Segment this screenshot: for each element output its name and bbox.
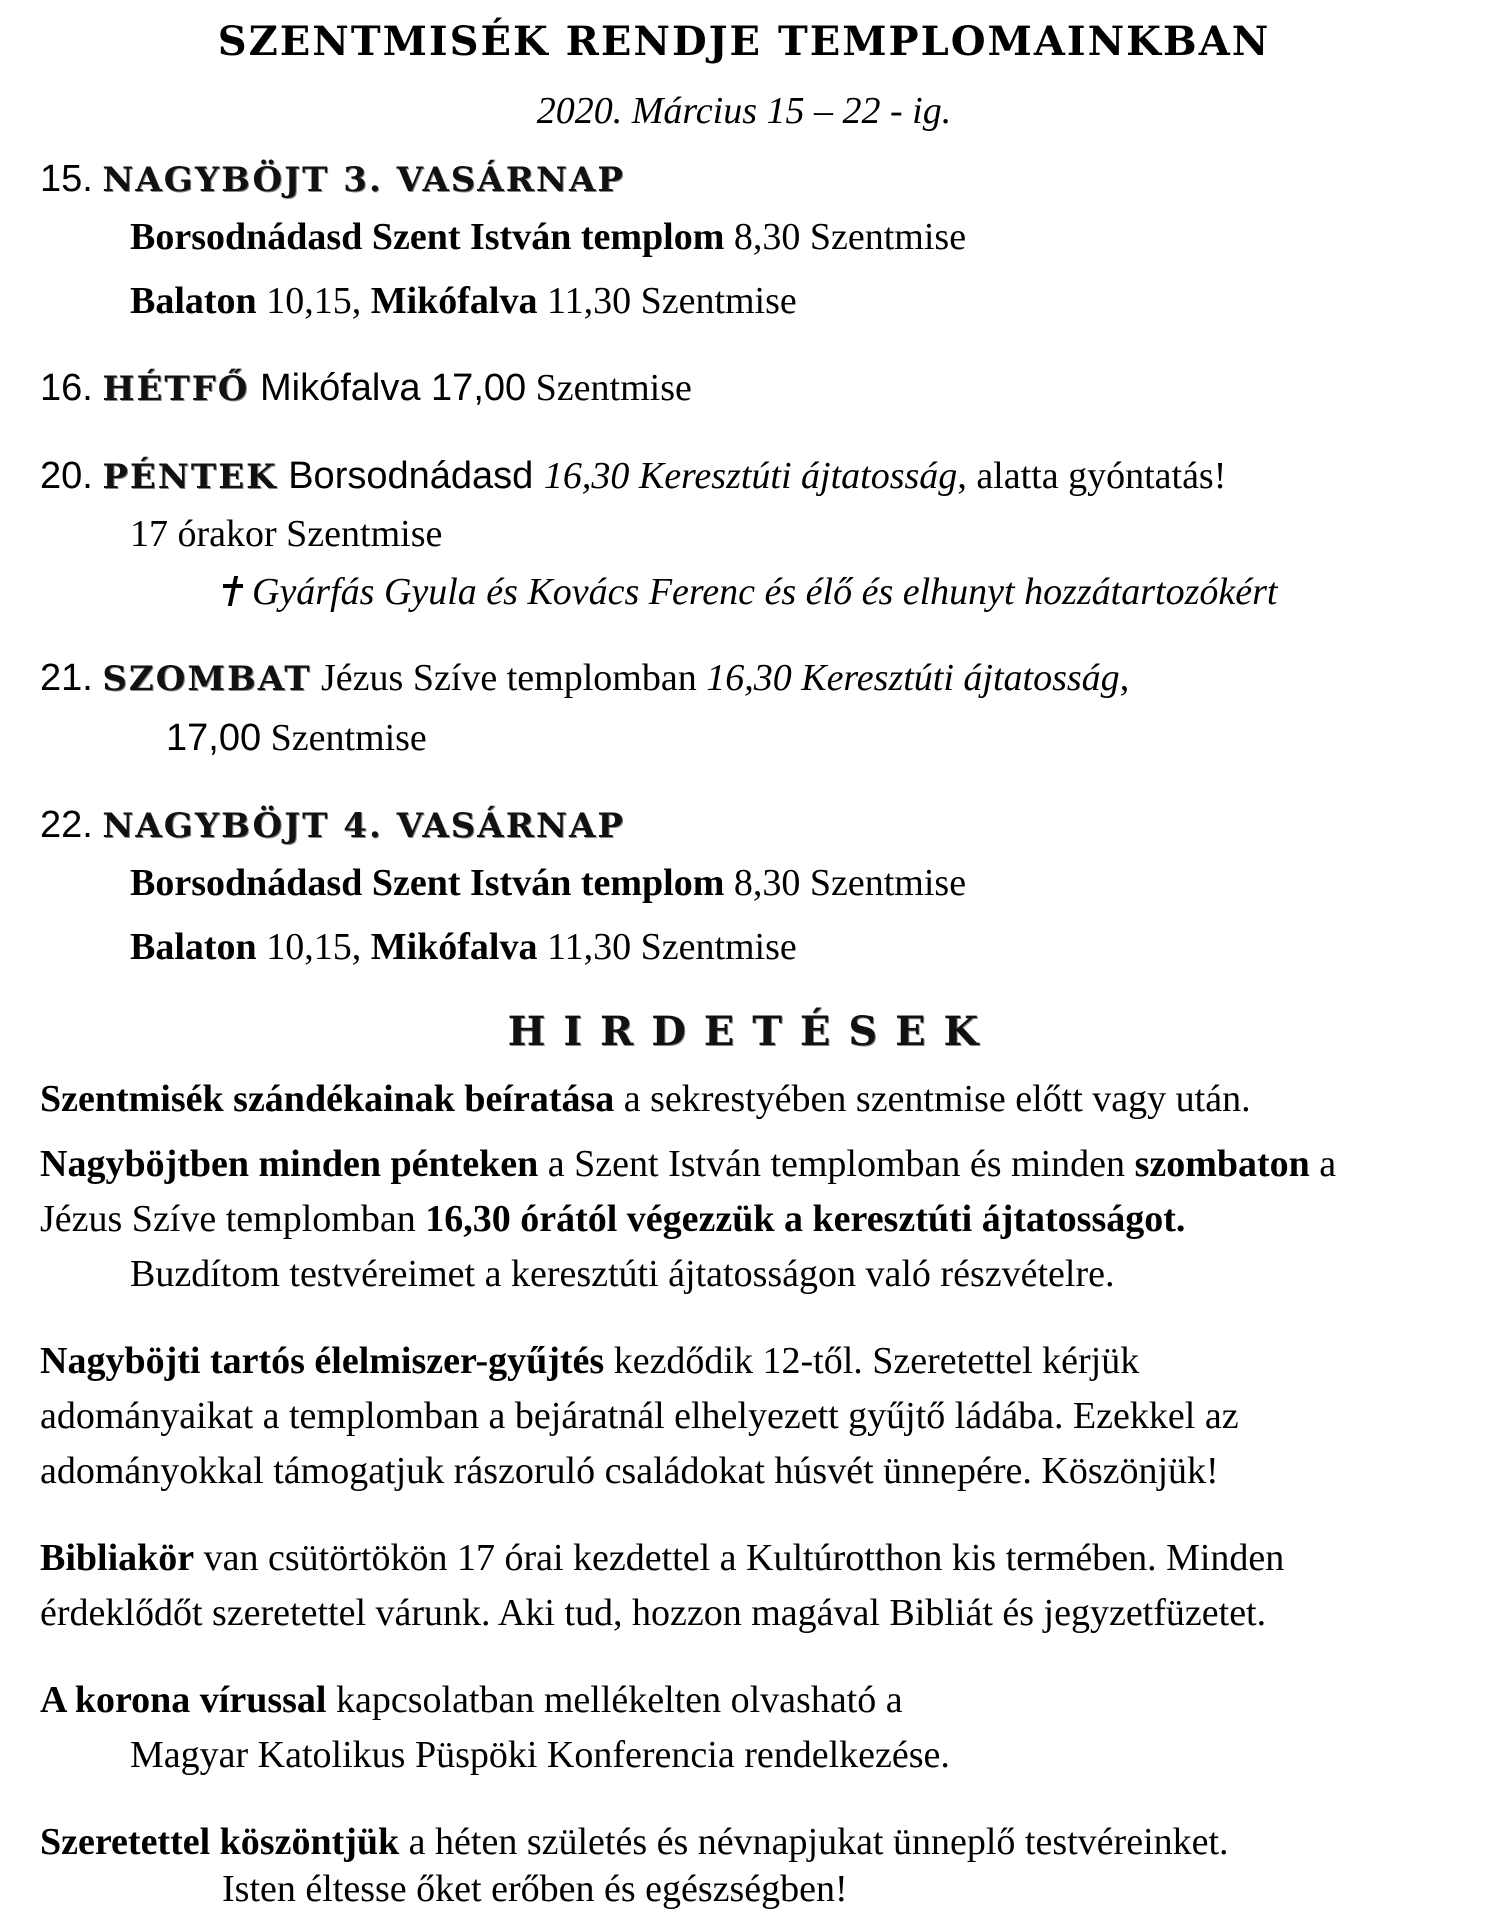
punctuation: , [1119, 657, 1130, 699]
day-16-line [40, 365, 692, 412]
day-number: 21. [40, 657, 93, 699]
highlight: 16,30 órától végezzük a keresztúti ájtatosságot. [425, 1198, 1186, 1240]
date-range: 2020. Március 15 – 22 - ig. [536, 90, 952, 132]
place-name: Borsodnádasd [277, 455, 544, 497]
announcement-lent-line-3: Buzdítom testvéreimet a keresztúti ájtatosságon való részvételre. [130, 1253, 1115, 1295]
text: a [1309, 1143, 1337, 1185]
day-20-line-1 [40, 453, 1226, 500]
day-name: PÉNTEK [102, 457, 278, 497]
confession-note: , alatta gyóntatás! [957, 455, 1227, 497]
day-name: NAGYBÖJT 4. VASÁRNAP [102, 806, 625, 846]
day-21-line-1 [40, 655, 1129, 702]
place-name: Mikófalva [370, 280, 538, 322]
intention-text: Gyárfás Gyula és Kovács Ferenc és élő és elhunyt hozzátartozókért [252, 571, 1278, 613]
day-15-line-1 [130, 214, 966, 260]
page-title: SZENTMISÉK RENDJE TEMPLOMAINKBAN [217, 18, 1271, 65]
day-15-line-2 [130, 278, 797, 324]
mass-time: 8,30 Szentmise [724, 862, 967, 904]
announcement-food-line-2: adományaikat a templomban a bejáratnál elhelyezett gyűjtő ládába. Ezekkel az [40, 1395, 1239, 1437]
text: Jézus Szíve templomban [40, 1198, 426, 1240]
church-name: Borsodnádasd Szent István templom [130, 862, 725, 904]
text: a sekrestyében szentmise előtt vagy után. [614, 1078, 1251, 1120]
text: van csütörtökön 17 órai kezdettel a Kultúrotthon kis termében. Minden [194, 1537, 1285, 1579]
announcement-virus-line-2: Magyar Katolikus Püspöki Konferencia rendelkezése. [130, 1734, 950, 1776]
text: kezdődik 12-től. Szeretettel kérjük [604, 1340, 1140, 1382]
highlight: Nagyböjtben minden pénteken [40, 1143, 539, 1185]
highlight: szombaton [1134, 1143, 1310, 1185]
mass-label: Szentmise [526, 367, 692, 409]
highlight: Szeretettel köszöntjük [40, 1821, 400, 1863]
day-22-heading [40, 802, 625, 849]
mass-time: 17,00 [166, 717, 262, 759]
announcement-bible-line-1 [40, 1535, 1284, 1581]
day-number: 22. [40, 804, 93, 846]
text: kapcsolatban mellékelten olvasható a [326, 1679, 903, 1721]
text: a héten születés és névnapjukat ünneplő testvéreinket. [399, 1821, 1229, 1863]
mass-time: 11,30 Szentmise [537, 926, 797, 968]
highlight: Nagyböjti tartós élelmiszer-gyűjtés [40, 1340, 605, 1382]
day-22-line-2 [130, 924, 797, 970]
place-time: Mikófalva 17,00 [249, 367, 527, 409]
day-name: SZOMBAT [102, 659, 312, 699]
mass-time: 11,30 Szentmise [537, 280, 797, 322]
announcement-lent-line-1 [40, 1141, 1336, 1187]
day-number: 15. [40, 158, 93, 200]
day-22-line-1 [130, 860, 966, 906]
highlight: Bibliakör [40, 1537, 195, 1579]
mass-label: Szentmise [261, 717, 427, 759]
highlight: Szentmisék szándékainak beíratása [40, 1078, 615, 1120]
announcement-intentions [40, 1076, 1251, 1122]
day-number: 16. [40, 367, 93, 409]
place-name: Balaton [130, 280, 257, 322]
devotion-time: 16,30 Keresztúti ájtatosság [543, 455, 958, 497]
day-15-heading [40, 156, 625, 203]
day-number: 20. [40, 455, 93, 497]
announcement-food-line-1 [40, 1338, 1139, 1384]
day-20-intention [222, 569, 1277, 615]
mass-time: 10,15, [256, 280, 371, 322]
announcement-food-line-3: adományokkal támogatjuk rászoruló családokat húsvét ünnepére. Köszönjük! [40, 1450, 1219, 1492]
day-20-line-2: 17 órakor Szentmise [130, 513, 443, 555]
church-text: Jézus Szíve templomban [311, 657, 707, 699]
announcement-lent-line-2 [40, 1196, 1185, 1242]
cross-icon [222, 576, 244, 606]
announcement-greeting-line-2: Isten éltesse őket erőben és egészségben! [222, 1868, 848, 1910]
announcement-virus-line-1 [40, 1677, 903, 1723]
place-name: Mikófalva [370, 926, 538, 968]
announcements-heading: H I R D E T É S E K [507, 1008, 981, 1055]
church-name: Borsodnádasd Szent István templom [130, 216, 725, 258]
highlight: A korona vírussal [40, 1679, 327, 1721]
mass-time: 8,30 Szentmise [724, 216, 967, 258]
devotion-time: 16,30 Keresztúti ájtatosság [706, 657, 1120, 699]
text: a Szent István templomban és minden [538, 1143, 1135, 1185]
announcement-bible-line-2: érdeklődőt szeretettel várunk. Aki tud, hozzon magával Bibliát és jegyzetfüzetet. [40, 1592, 1267, 1634]
announcement-greeting-line-1 [40, 1819, 1229, 1865]
place-name: Balaton [130, 926, 257, 968]
day-21-line-2 [166, 715, 427, 761]
day-name: NAGYBÖJT 3. VASÁRNAP [102, 160, 625, 200]
day-name: HÉTFŐ [102, 369, 250, 409]
mass-time: 10,15, [256, 926, 371, 968]
